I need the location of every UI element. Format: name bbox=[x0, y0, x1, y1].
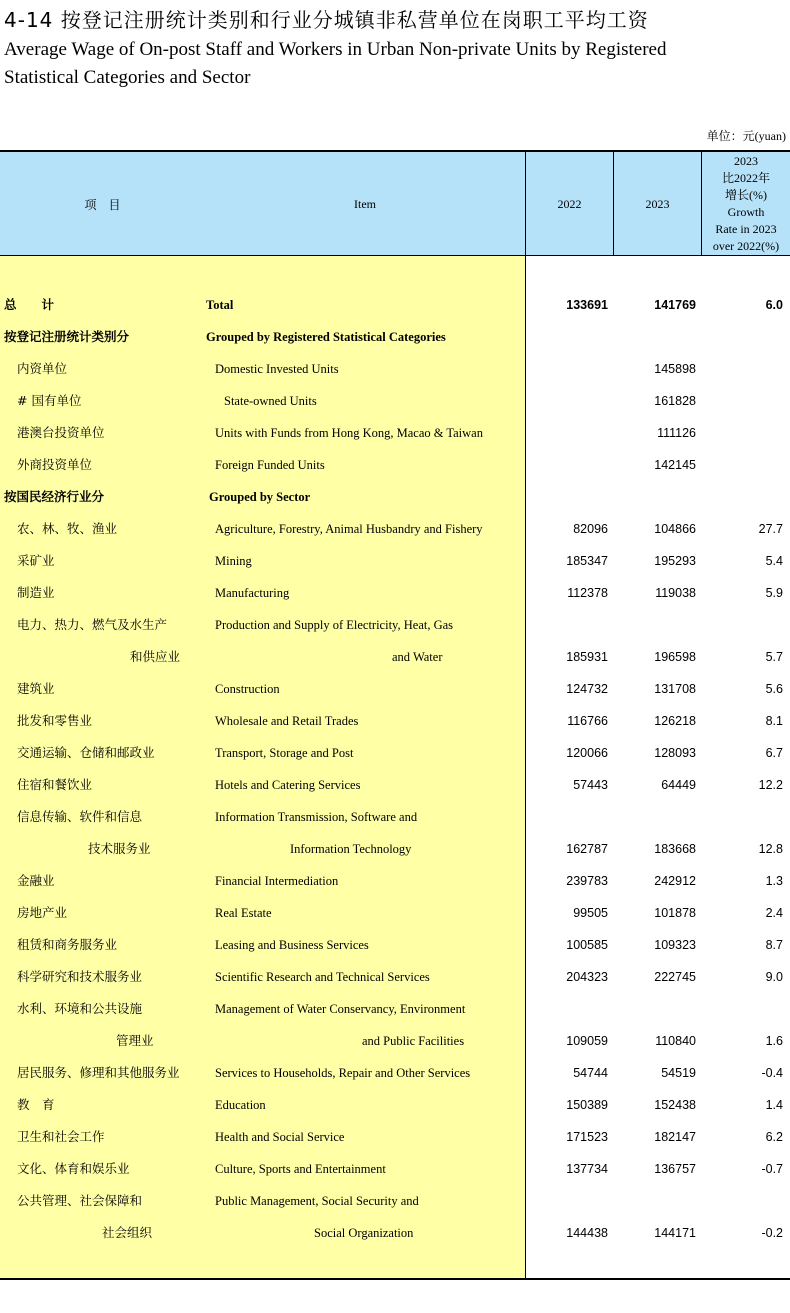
table-row bbox=[0, 1057, 790, 1089]
row-label-cn: 管理业 bbox=[116, 1033, 154, 1048]
table-row bbox=[0, 1217, 790, 1249]
column-divider bbox=[701, 150, 702, 256]
table-row bbox=[0, 705, 790, 737]
growth-rate: 6.2 bbox=[765, 1130, 783, 1144]
value-2023 bbox=[614, 609, 696, 641]
value-2023: 131708 bbox=[654, 682, 696, 696]
growth-rate: 1.4 bbox=[765, 1098, 783, 1112]
table-row bbox=[0, 769, 790, 801]
value-2022: 100585 bbox=[566, 938, 608, 952]
value-2023: 144171 bbox=[654, 1226, 696, 1240]
value-2023: 104866 bbox=[654, 522, 696, 536]
table-row bbox=[0, 801, 790, 833]
table-row bbox=[0, 417, 790, 449]
value-2023: 145898 bbox=[654, 362, 696, 376]
table-row bbox=[0, 865, 790, 897]
row-label-cn: 公共管理、社会保障和 bbox=[17, 1193, 143, 1208]
table-row bbox=[0, 1153, 790, 1185]
value-2023: 182147 bbox=[654, 1130, 696, 1144]
row-label-cn: 租赁和商务服务业 bbox=[17, 937, 118, 952]
value-2022 bbox=[528, 801, 608, 833]
row-label-en: Mining bbox=[215, 554, 252, 568]
row-label-en: and Public Facilities bbox=[362, 1034, 465, 1048]
growth-rate bbox=[702, 353, 783, 385]
row-label-cn: 农、林、牧、渔业 bbox=[17, 521, 118, 536]
row-label-en: Domestic Invested Units bbox=[215, 362, 339, 376]
table-row bbox=[0, 929, 790, 961]
row-label-en: Social Organization bbox=[314, 1226, 414, 1240]
value-2022: 133691 bbox=[566, 298, 608, 312]
row-label-cn: 金融业 bbox=[17, 873, 55, 888]
growth-rate bbox=[702, 609, 783, 641]
row-label-cn: 和供应业 bbox=[130, 649, 181, 664]
row-label-cn: 外商投资单位 bbox=[17, 457, 93, 472]
value-2023: 109323 bbox=[654, 938, 696, 952]
growth-rate: 5.6 bbox=[765, 682, 783, 696]
table-row bbox=[0, 353, 790, 385]
value-2022: 171523 bbox=[566, 1130, 608, 1144]
value-2023: 110840 bbox=[655, 1034, 696, 1048]
row-label-cn: 居民服务、修理和其他服务业 bbox=[17, 1065, 180, 1080]
table-row bbox=[0, 961, 790, 993]
header-growth-line: 2023 bbox=[734, 154, 758, 168]
table-row bbox=[0, 1025, 790, 1057]
growth-rate: -0.7 bbox=[761, 1162, 783, 1176]
growth-rate: 8.7 bbox=[765, 938, 783, 952]
row-label-cn: 电力、热力、燃气及水生产 bbox=[17, 617, 168, 632]
growth-rate: 9.0 bbox=[765, 970, 783, 984]
value-2022: 162787 bbox=[566, 842, 608, 856]
value-2022: 99505 bbox=[573, 906, 608, 920]
wage-table bbox=[0, 150, 790, 1280]
value-2023: 142145 bbox=[654, 458, 696, 472]
table-row bbox=[0, 993, 790, 1025]
value-2023: 152438 bbox=[654, 1098, 696, 1112]
value-2022 bbox=[528, 1185, 608, 1217]
value-2023: 183668 bbox=[654, 842, 696, 856]
growth-rate: 5.9 bbox=[765, 586, 783, 600]
growth-rate: 6.7 bbox=[765, 746, 783, 760]
value-2022: 112378 bbox=[567, 586, 608, 600]
table-row bbox=[0, 449, 790, 481]
growth-rate: 2.4 bbox=[765, 906, 783, 920]
value-2022: 116766 bbox=[567, 714, 608, 728]
row-label-cn: 卫生和社会工作 bbox=[17, 1129, 105, 1144]
value-2023: 196598 bbox=[654, 650, 696, 664]
table-row bbox=[0, 1089, 790, 1121]
row-label-en: Leasing and Business Services bbox=[215, 938, 369, 952]
value-2022: 57443 bbox=[573, 778, 608, 792]
value-2023 bbox=[614, 1185, 696, 1217]
row-label-cn: 科学研究和技术服务业 bbox=[17, 969, 143, 984]
value-2022: 124732 bbox=[566, 682, 608, 696]
table-row bbox=[0, 673, 790, 705]
value-2023 bbox=[614, 993, 696, 1025]
header-growth-line: Growth bbox=[727, 205, 765, 219]
table-row bbox=[0, 833, 790, 865]
value-2022: 185931 bbox=[566, 650, 608, 664]
row-label-en: Real Estate bbox=[215, 906, 272, 920]
value-2022: 109059 bbox=[566, 1034, 608, 1048]
value-2022 bbox=[528, 353, 608, 385]
row-label-cn: 内资单位 bbox=[17, 361, 68, 376]
row-label-en: Foreign Funded Units bbox=[215, 458, 325, 472]
table-row bbox=[0, 577, 790, 609]
table-row bbox=[0, 385, 790, 417]
value-2022 bbox=[528, 449, 608, 481]
growth-rate bbox=[702, 801, 783, 833]
value-2022: 185347 bbox=[566, 554, 608, 568]
table-row bbox=[0, 481, 790, 513]
row-label-cn: 港澳台投资单位 bbox=[17, 425, 105, 440]
value-2023: 119038 bbox=[655, 586, 696, 600]
header-item-cn: 项 目 bbox=[84, 197, 121, 212]
growth-rate: -0.2 bbox=[761, 1226, 783, 1240]
header-2023: 2023 bbox=[645, 196, 670, 211]
row-label-cn: 信息传输、软件和信息 bbox=[17, 809, 143, 824]
value-2022 bbox=[528, 417, 608, 449]
row-label-cn: 交通运输、仓储和邮政业 bbox=[17, 745, 155, 760]
value-2022 bbox=[528, 321, 608, 353]
row-label-en: Production and Supply of Electricity, Heat, Gas bbox=[215, 618, 454, 632]
value-2023: 161828 bbox=[654, 394, 696, 408]
value-2022 bbox=[528, 481, 608, 513]
growth-rate bbox=[702, 993, 783, 1025]
growth-rate bbox=[702, 1185, 783, 1217]
row-label-en: Manufacturing bbox=[215, 586, 290, 600]
table-row bbox=[0, 609, 790, 641]
table-row bbox=[0, 1185, 790, 1217]
value-2022: 150389 bbox=[566, 1098, 608, 1112]
row-label-cn: 建筑业 bbox=[17, 681, 55, 696]
table-row bbox=[0, 545, 790, 577]
value-2022: 120066 bbox=[566, 746, 608, 760]
row-label-en: and Water bbox=[392, 650, 443, 664]
header-growth-line: 比2022年 bbox=[721, 171, 770, 185]
growth-rate bbox=[702, 385, 783, 417]
row-label-en: Financial Intermediation bbox=[215, 874, 339, 888]
row-label-cn: 制造业 bbox=[17, 585, 55, 600]
value-2023: 242912 bbox=[654, 874, 696, 888]
header-item-en: Item bbox=[354, 196, 376, 211]
header-2022: 2022 bbox=[557, 196, 582, 211]
growth-rate: 27.7 bbox=[758, 522, 783, 536]
row-label-en: Culture, Sports and Entertainment bbox=[215, 1162, 386, 1176]
growth-rate: -0.4 bbox=[761, 1066, 783, 1080]
growth-rate: 6.0 bbox=[765, 298, 783, 312]
table-title-cn: 4-14 按登记注册统计类别和行业分城镇非私营单位在岗职工平均工资 bbox=[4, 8, 649, 32]
table-row bbox=[0, 737, 790, 769]
row-label-en: Scientific Research and Technical Services bbox=[215, 970, 430, 984]
table-row bbox=[0, 897, 790, 929]
value-2022 bbox=[528, 385, 608, 417]
growth-rate: 12.8 bbox=[758, 842, 783, 856]
value-2022: 54744 bbox=[573, 1066, 608, 1080]
row-label-en: Management of Water Conservancy, Environment bbox=[215, 1002, 466, 1016]
value-2023: 141769 bbox=[654, 298, 696, 312]
value-2022: 144438 bbox=[566, 1226, 608, 1240]
row-label-en: Public Management, Social Security and bbox=[215, 1194, 419, 1208]
table-title-en: Average Wage of On-post Staff and Workers in Urban Non-private Units by Registered Statistical Categories and Sector bbox=[4, 39, 667, 88]
table-row bbox=[0, 289, 790, 321]
growth-rate: 8.1 bbox=[765, 714, 783, 728]
value-2023: 64449 bbox=[661, 778, 696, 792]
growth-rate: 5.4 bbox=[765, 554, 783, 568]
growth-rate: 12.2 bbox=[758, 778, 783, 792]
value-2022: 204323 bbox=[566, 970, 608, 984]
value-2023 bbox=[614, 801, 696, 833]
row-label-cn: 文化、体育和娱乐业 bbox=[17, 1161, 130, 1176]
value-2023: 101878 bbox=[654, 906, 696, 920]
value-2023: 128093 bbox=[654, 746, 696, 760]
growth-rate bbox=[702, 321, 783, 353]
header-growth-line: 增长(%) bbox=[725, 188, 767, 202]
row-label-cn: 按国民经济行业分 bbox=[4, 489, 105, 504]
row-label-cn: 社会组织 bbox=[102, 1225, 153, 1240]
row-label-en: Total bbox=[206, 298, 234, 312]
value-2023 bbox=[614, 481, 696, 513]
value-2023: 126218 bbox=[654, 714, 696, 728]
row-label-en: State-owned Units bbox=[224, 394, 317, 408]
row-label-en: Services to Households, Repair and Other Services bbox=[215, 1066, 471, 1080]
growth-rate bbox=[702, 481, 783, 513]
row-label-cn: 按登记注册统计类别分 bbox=[4, 329, 130, 344]
row-label-cn: 技术服务业 bbox=[88, 841, 151, 856]
value-2023: 54519 bbox=[661, 1066, 696, 1080]
row-label-en: Construction bbox=[215, 682, 280, 696]
column-divider bbox=[525, 150, 526, 1280]
table-body bbox=[0, 256, 790, 1280]
value-2022: 239783 bbox=[566, 874, 608, 888]
row-label-en: Grouped by Registered Statistical Categories bbox=[206, 330, 446, 344]
row-label-cn: 房地产业 bbox=[17, 905, 68, 920]
table-row bbox=[0, 1121, 790, 1153]
row-label-en: Units with Funds from Hong Kong, Macao & Taiwan bbox=[215, 426, 483, 440]
header-growth-line: Rate in 2023 bbox=[715, 222, 777, 236]
table-row bbox=[0, 321, 790, 353]
row-label-en: Grouped by Sector bbox=[209, 490, 311, 504]
value-2022 bbox=[528, 609, 608, 641]
table-header bbox=[0, 150, 790, 256]
row-label-cn: 批发和零售业 bbox=[17, 713, 93, 728]
header-growth bbox=[702, 152, 790, 256]
row-label-cn: 住宿和餐饮业 bbox=[17, 777, 93, 792]
value-2022: 137734 bbox=[566, 1162, 608, 1176]
growth-rate: 1.3 bbox=[765, 874, 783, 888]
row-label-cn: 水利、环境和公共设施 bbox=[17, 1001, 143, 1016]
unit-label: 单位：元(yuan) bbox=[706, 129, 786, 143]
value-2022 bbox=[528, 993, 608, 1025]
row-label-en: Hotels and Catering Services bbox=[215, 778, 361, 792]
value-2023: 111126 bbox=[657, 426, 696, 440]
value-2022: 82096 bbox=[573, 522, 608, 536]
growth-rate bbox=[702, 417, 783, 449]
row-label-en: Transport, Storage and Post bbox=[215, 746, 354, 760]
growth-rate bbox=[702, 449, 783, 481]
table-row bbox=[0, 641, 790, 673]
header-growth-line: over 2022(%) bbox=[712, 239, 780, 253]
value-2023: 136757 bbox=[654, 1162, 696, 1176]
row-label-cn: # 国有单位 bbox=[17, 393, 82, 408]
value-2023: 222745 bbox=[654, 970, 696, 984]
row-label-en: Information Transmission, Software and bbox=[215, 810, 418, 824]
growth-rate: 1.6 bbox=[765, 1034, 783, 1048]
row-label-cn: 教 育 bbox=[17, 1097, 55, 1112]
row-label-en: Agriculture, Forestry, Animal Husbandry and Fishery bbox=[215, 522, 483, 536]
row-label-en: Wholesale and Retail Trades bbox=[215, 714, 359, 728]
table-row bbox=[0, 513, 790, 545]
growth-rate: 5.7 bbox=[765, 650, 783, 664]
row-label-en: Information Technology bbox=[290, 842, 412, 856]
row-label-cn: 总 计 bbox=[4, 297, 55, 312]
row-label-cn: 采矿业 bbox=[17, 553, 55, 568]
value-2023: 195293 bbox=[654, 554, 696, 568]
row-label-en: Health and Social Service bbox=[215, 1130, 345, 1144]
row-label-en: Education bbox=[215, 1098, 266, 1112]
value-2023 bbox=[614, 321, 696, 353]
column-divider bbox=[613, 150, 614, 256]
